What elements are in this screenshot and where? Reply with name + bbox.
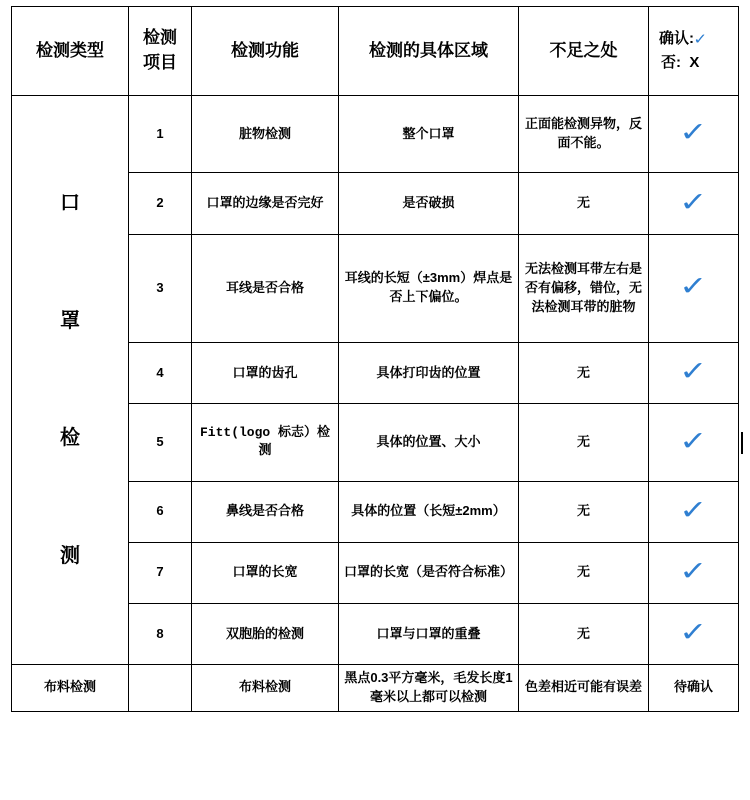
- cross-icon: X: [689, 54, 700, 71]
- footer-number: [129, 665, 192, 712]
- row-shortfall: 正面能检测异物，反面不能。: [519, 96, 649, 173]
- footer-confirm[interactable]: 待确认: [649, 665, 739, 712]
- row-area: 是否破损: [339, 173, 519, 234]
- row-confirm[interactable]: [649, 96, 739, 173]
- row-function: Fitt(logo 标志）检测: [192, 404, 339, 481]
- row-function: 口罩的边缘是否完好: [192, 173, 339, 234]
- group-label-char-0: 口: [60, 191, 80, 214]
- header-confirm: [649, 7, 739, 96]
- check-icon: ✓: [679, 356, 708, 387]
- row-function: 脏物检测: [192, 96, 339, 173]
- row-shortfall: 无: [519, 173, 649, 234]
- row-area: 具体的位置（长短±2mm）: [339, 481, 519, 542]
- row-shortfall: 无: [519, 542, 649, 603]
- row-confirm[interactable]: [649, 234, 739, 343]
- row-function: 耳线是否合格: [192, 234, 339, 343]
- row-confirm[interactable]: [649, 542, 739, 603]
- group-label-char-3: 测: [60, 545, 80, 568]
- header-function: 检测功能: [192, 7, 339, 96]
- row-area: 口罩与口罩的重叠: [339, 603, 519, 664]
- check-icon: ✓: [693, 31, 708, 48]
- row-shortfall: 无: [519, 481, 649, 542]
- group-label-char-1: 罩: [60, 309, 80, 332]
- row-confirm[interactable]: [649, 603, 739, 664]
- header-type: 检测类型: [12, 7, 129, 96]
- row-area: 耳线的长短（±3mm）焊点是否上下偏位。: [339, 234, 519, 343]
- check-icon: ✓: [679, 186, 708, 217]
- row-area: 具体的位置、大小: [339, 404, 519, 481]
- check-icon: ✓: [679, 117, 708, 148]
- row-area: 整个口罩: [339, 96, 519, 173]
- header-shortfall: 不足之处: [519, 7, 649, 96]
- footer-function: 布料检测: [192, 665, 339, 712]
- row-number: 1: [129, 96, 192, 173]
- header-area: 检测的具体区域: [339, 7, 519, 96]
- row-number: 5: [129, 404, 192, 481]
- row-area: 口罩的长宽（是否符合标准）: [339, 542, 519, 603]
- row-number: 3: [129, 234, 192, 343]
- row-confirm[interactable]: [649, 404, 739, 481]
- row-area: 具体打印齿的位置: [339, 343, 519, 404]
- row-shortfall: 无: [519, 603, 649, 664]
- row-confirm[interactable]: [649, 343, 739, 404]
- header-confirm-no-label: 否:: [661, 54, 681, 71]
- row-function: 口罩的齿孔: [192, 343, 339, 404]
- row-shortfall: 无法检测耳带左右是否有偏移，错位，无法检测耳带的脏物: [519, 234, 649, 343]
- row-number: 2: [129, 173, 192, 234]
- header-item: 检测项目: [129, 7, 192, 96]
- row-number: 4: [129, 343, 192, 404]
- row-number: 6: [129, 481, 192, 542]
- footer-area: 黑点0.3平方毫米，毛发长度1毫米以上都可以检测: [339, 665, 519, 712]
- row-function: 鼻线是否合格: [192, 481, 339, 542]
- row-shortfall: 无: [519, 343, 649, 404]
- table-header-row: [12, 7, 739, 96]
- row-group-label-mask: [12, 96, 129, 665]
- row-confirm[interactable]: [649, 481, 739, 542]
- row-number: 7: [129, 542, 192, 603]
- check-icon: ✓: [679, 555, 708, 586]
- footer-type: 布料检测: [12, 665, 129, 712]
- check-icon: ✓: [679, 271, 708, 302]
- header-confirm-yes-label: 确认:: [659, 30, 694, 47]
- table-row: [12, 96, 739, 173]
- table-row-cloth: [12, 665, 739, 712]
- row-function: 双胞胎的检测: [192, 603, 339, 664]
- check-icon: ✓: [679, 494, 708, 525]
- footer-shortfall: 色差相近可能有误差: [519, 665, 649, 712]
- check-icon: ✓: [679, 617, 708, 647]
- check-icon: ✓: [679, 425, 708, 456]
- row-number: 8: [129, 603, 192, 664]
- row-shortfall: 无: [519, 404, 649, 481]
- group-label-char-2: 检: [60, 427, 80, 450]
- row-function: 口罩的长宽: [192, 542, 339, 603]
- stray-pen-mark: [741, 432, 743, 454]
- row-confirm[interactable]: [649, 173, 739, 234]
- inspection-table: [11, 6, 739, 712]
